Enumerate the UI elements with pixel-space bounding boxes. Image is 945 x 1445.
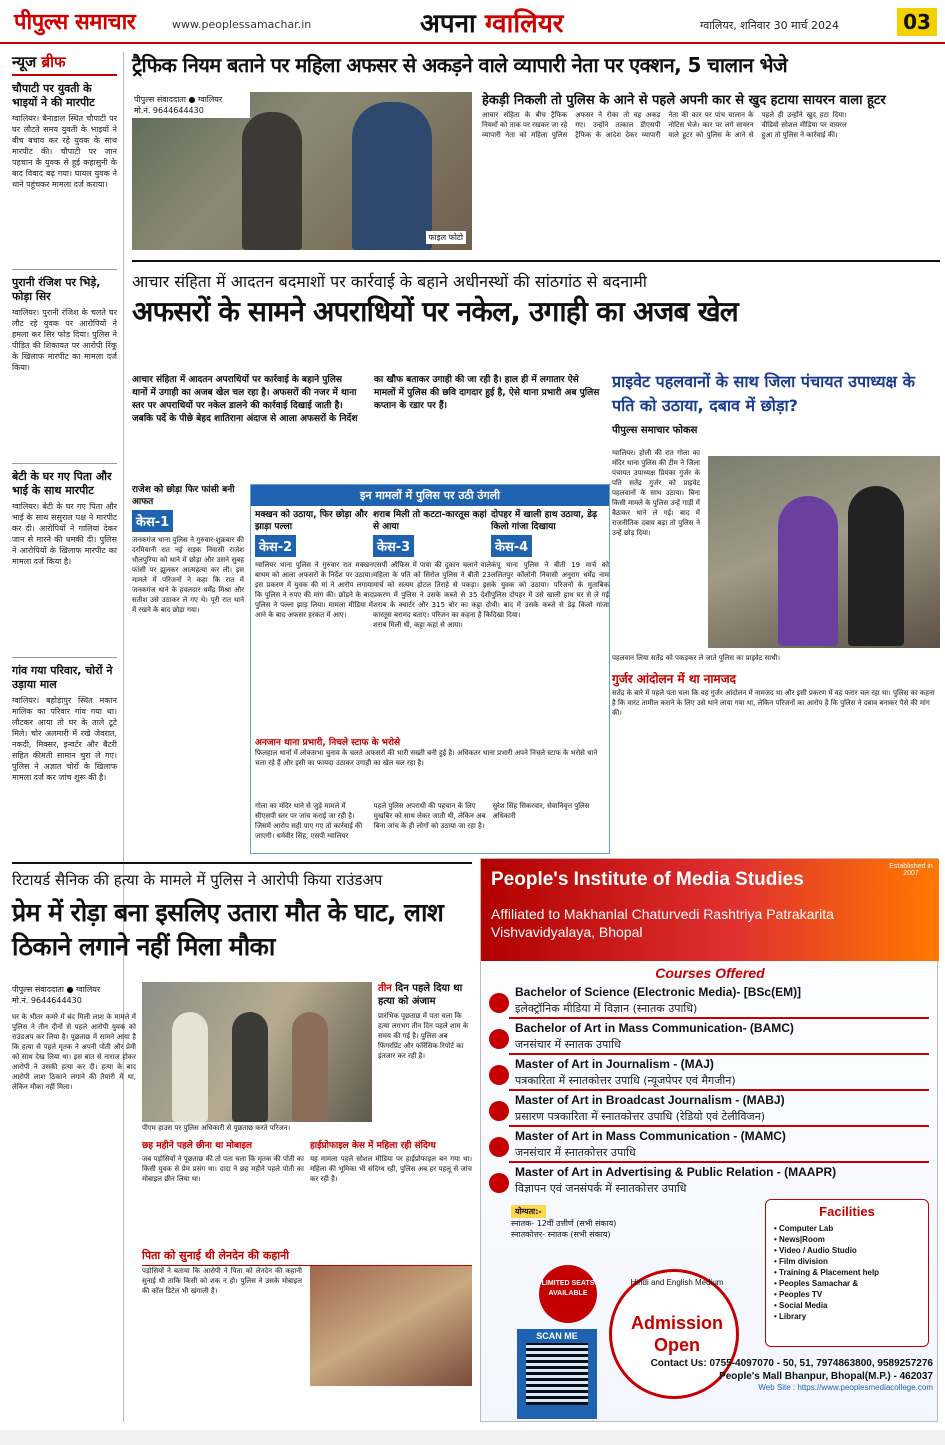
case-text: कंपू थाना पुलिस ने बीती 19 मार्च को ललितपुर कॉलोनी निवासी अनुराग धर्मेंद्र नाम के युवक को उठाया। परिजनों के मुताबिक पुलिस दोपहर में उसे खाली हाथ घर से ले गई थी। बाद में उसके कब्जे से डेढ़ किलो गांजा दिखा दिया। (491, 561, 609, 619)
course-name-en: Master of Art in Journalism - (MAJ) (515, 1057, 714, 1071)
course-name-hi: इलेक्ट्रॉनिक मीडिया में विज्ञान (स्नातक उपाधि) (515, 1002, 698, 1015)
bullet-icon (489, 1173, 509, 1193)
anjan-title: अनजान थाना प्रभारी, निचले स्टाफ के भरोसे (255, 738, 401, 748)
murder-kicker: रिटायर्ड सैनिक की हत्या के मामले में पुलिस ने आरोपी किया राउंडअप (12, 871, 383, 889)
course-item (489, 1057, 929, 1093)
eligibility (511, 1205, 791, 1240)
ad-title: People's Institute of Media Studies (491, 869, 804, 890)
murder-headline: प्रेम में रोड़ा बना इसलिए उतारा मौत के घाट, लाश ठिकाने लगाने नहीं मिला मौका (12, 898, 444, 961)
quote-retired: पहले पुलिस अपराधी की पहचान के लिए मुखबिर को साथ लेकर जाती थी, लेकिन अब बिना जांच के ही लोगों को उठाया जा रहा है। सुरेश सिंह सिकरवार, सेवानिवृत्त पुलिस अधिकारी (373, 802, 590, 830)
byline-mobile: मो.नं. 9644644430 (134, 106, 204, 115)
course-name-en: Bachelor of Art in Mass Communication- (BAMC) (515, 1021, 794, 1035)
course-name-hi: प्रसारण पत्रकारिता में स्नातकोत्तर उपाधि (रेडियो एवं टेलीविजन) (515, 1110, 766, 1123)
extortion-headline: अफसरों के सामने अपराधियों पर नकेल, उगाही का अजब खेल (132, 295, 738, 328)
anjan-text: फिलहाल थानों में लोकसभा चुनाव के चलते अफसरों की भारी सख्ती बनी हुई है। अधिकतर थाना प्रभारी अपने निचले स्टाफ के भरोसे थाने चला रहे हैं और इसी का फायदा उठाकर उगाही का खेल चल रहा है। (255, 749, 598, 767)
contact-address: People's Mall Bhanpur, Bhopal(M.P.) - 462037 (719, 1371, 933, 1382)
bullet-icon (489, 1029, 509, 1049)
bullet-icon (489, 1137, 509, 1157)
divider (12, 269, 117, 270)
pm-house-photo (142, 982, 372, 1122)
quote-sp: गोला का मंदिर थाने से जुड़े मामले में सीएसपी स्तर पर जांच कराई जा रही है। जिसमें आरोप सही पाए गए तो कार्रवाई की जाएगी। धर्मवीर सिंह, एसपी ग्वालियर (255, 802, 363, 840)
officer-figure (242, 112, 302, 250)
anjan-section (251, 735, 609, 796)
case-badge: केस-4 (491, 535, 532, 557)
contact-block (641, 1357, 933, 1392)
facility-item: • Peoples Samachar & (774, 1279, 859, 1288)
course-item (489, 985, 929, 1021)
divider (509, 1125, 929, 1127)
course-name-en: Master of Art in Broadcast Journalism - (MABJ) (515, 1093, 785, 1107)
medium-label: Hindi and English Medium (630, 1278, 724, 1287)
family-photo (310, 1266, 472, 1386)
mobile-snatch-body: जब पड़ोसियों ने पूछताछ की तो पता चला कि मृतक की पोती का किसी युवक से प्रेम प्रसंग था। दादा ने छह महीने पहले पोती का मोबाइल छीन लिया था। (142, 1155, 304, 1183)
case-title: दोपहर में खाली हाथ उठाया, डेढ़ किलो गांजा दिखाया (491, 510, 598, 532)
case-4 (491, 509, 609, 719)
wrestlers-headline: प्राइवेट पहलवानों के साथ जिला पंचायत उपाध्यक्ष के पति को उठाया, दबाव में छोड़ा? (612, 372, 915, 415)
person-figure (292, 1012, 328, 1122)
case-badge: केस-3 (373, 535, 414, 557)
divider (509, 1161, 929, 1163)
contact-phone[interactable]: Contact Us: 0755-4097070 - 50, 51, 7974863800, 9589257276 (650, 1358, 933, 1369)
site-url[interactable]: www.peoplessamachar.in (172, 18, 312, 31)
admission-label: Admission Open (630, 1313, 723, 1355)
fokus-label: पीपुल्स समाचार फोकस (612, 425, 698, 436)
quotes (251, 801, 609, 853)
brief-title: बेटी के घर गए पिता और भाई के साथ मारपीट (12, 470, 112, 497)
highprofile-box (310, 1140, 472, 1244)
facilities-heading: Facilities (819, 1204, 875, 1219)
masthead (0, 0, 945, 44)
murder-body: घर के भीतर कमरे में बंद मिली लाश के मामले में पुलिस ने तीन दीनों से पहले आरोपी युवक को राउंडअप कर लिया है। पूछताछ में सामने आया है कि हत्या से पहले मृतक ने अपनी पोती और प्रेमी को साथ देख लिया था। इस बात से नाराज होकर आरोपी ने उसकी हत्या कर दी। हत्या के बाद आरोपी लाश ठिकाने लगाने की तैयारी में था, लेकिन मौका नहीं मिला। (12, 1013, 136, 1091)
traffic-headline: ट्रैफिक नियम बताने पर महिला अफसर से अकड़ने वाले व्यापारी नेता पर एक्शन, 5 चालान भेजे (132, 53, 788, 77)
case-text: एसपी ऑफिस में पाया की दुकान चलाने वाले महिला के पति को सिरोल पुलिस ने बीती 23 मार्च को सत्यम होटल तिराहे से पकड़ा। इस प्रकरण में पुलिस ने उसके कब्जे से 35 देशी शराब के क्वार्टर और 315 बोर का कट्टा दो कारतूस बरामद बताए। परिजन का कहना है कि शराब मिली थी, कट्टा कहां से आया। (373, 561, 491, 629)
case-2 (255, 509, 373, 719)
person-figure (778, 496, 838, 646)
divider (509, 1089, 929, 1091)
extortion-intro: आचार संहिता में आदतन अपराधियों पर कार्रवाई के बहाने पुलिस थानों में उगाही का अजब खेल चल रहा है। अफसरों की नजर में थाना स्तर पर अपराधियों पर नकेल डालने की कार्रवाई दिखाई जाती है। जबकि पर्दे के पीछे बेहद शातिराना अंदाज से आला अफसरों के निर्देश का खौफ बताकर उगाही की जा रही है। हाल ही में लगातार ऐसे मामलों में पुलिस की छवि दागदार हुई है, ऐसे थाना प्रभारी अब पुलिस कप्तान के रडार पर हैं। (132, 375, 600, 424)
qr-code-icon[interactable] (526, 1343, 588, 1405)
brief-title: गांव गया परिवार, चोरों ने उड़ाया माल (12, 664, 113, 691)
traffic-story (132, 52, 940, 252)
eligibility-ug: स्नातक- 12वीं उत्तीर्ण (सभी संकाय) (511, 1219, 617, 1228)
gurjar-heading: गुर्जर आंदोलन में था नामजद (612, 672, 736, 686)
three-days-box (378, 982, 472, 1151)
case-3 (373, 509, 491, 719)
wrestlers-photo (708, 456, 940, 648)
facility-item: • Social Media (774, 1301, 828, 1310)
section-city: ग्वालियर (484, 9, 564, 39)
case-title: मक्खन को उठाया, फिर छोड़ा और झाड़ा पल्ला (255, 510, 368, 532)
byline-mobile: मो.नं. 9644644430 (12, 996, 82, 1005)
wrestlers-caption: पहलवान लिया सतेंद्र को पकड़कर ले जाते पुलिस का प्राइवेट साथी। (612, 654, 781, 662)
byline (132, 92, 250, 118)
brief-body: ग्वालियर। पुरानी रंजिश के चलते घर लौट रहे युवक पर आरोपियों ने हमला कर सिर फोड़ दिया। पुलिस ने पीड़ित की शिकायत पर आरोपी रिंकू के खिलाफ मारपीट का मामला दर्ज किया। (12, 308, 117, 372)
pm-house-caption: पीएम हाउस पर पुलिस अधिकारी से पूछताछ करते परिजन। (142, 1124, 291, 1132)
traffic-subhead: हेकड़ी निकली तो पुलिस के आने से पहले अपनी कार से खुद हटाया सायरन वाला हूटर (482, 93, 886, 108)
ad-affiliation: Affiliated to Makhanlal Chaturvedi Rashtriya Patrakarita Vishvavidyalaya, Bhopal (491, 906, 834, 940)
case-badge: केस-2 (255, 535, 296, 557)
divider (509, 1053, 929, 1055)
facility-item: • News|Room (774, 1235, 825, 1244)
bullet-icon (489, 1065, 509, 1085)
course-name-hi: पत्रकारिता में स्नातकोत्तर उपाधि (न्यूजपेपर एवं मैगजीन) (515, 1074, 736, 1087)
facility-item: • Training & Placement help (774, 1268, 880, 1277)
facility-item: • Computer Lab (774, 1224, 834, 1233)
extortion-story (132, 260, 940, 860)
facility-item: • Film division (774, 1257, 828, 1266)
news-brief-label-a: न्यूज (12, 53, 37, 71)
ad-established: Established in 2007 (889, 863, 933, 877)
course-name-en: Master of Art in Mass Communication - (MAMC) (515, 1129, 786, 1143)
course-item (489, 1093, 929, 1129)
brief-title: पुरानी रंजिश पर भिड़े, फोड़ा सिर (12, 276, 101, 303)
facilities-list (766, 1223, 928, 1322)
three-days-heading (378, 982, 472, 1008)
course-name-hi: जनसंचार में स्नातकोत्तर उपाधि (515, 1146, 636, 1159)
mobile-snatch-box (142, 1140, 304, 1244)
facilities-box (765, 1199, 929, 1347)
traffic-body: आचार संहिता के बीच ट्रैफिक नियमों को ताक पर रखकर जा रहे व्यापारी नेता को महिला पुलिस अफसर ने रोका तो वह अकड़ गए। उन्होंने तत्काल डीएसपी ट्रैफिक के आदेश देकर व्यापारी नेता की कार पर पांच चालान के नोटिस भेजे। कार पर लगे सायरन वाले हूटर को पुलिस के आने से पहले ही उन्होंने खुद हटा दिया। वीडियो सोशल मीडिया पर वायरल हुआ तो पुलिस ने कार्रवाई की। (482, 111, 847, 139)
brief-title: चौपाटी पर युवती के भाइयों ने की मारपीट (12, 82, 95, 109)
brief-body: ग्वालियर। बैनाडाल स्थित चौपाटी पर घर लौटते समय युवती के भाइयों ने बीच बचाव कर रहे युवक के साथ मारपीट की। चौपाटी पर जान पहचान के युवक से हुई कहासुनी के बाद विवाद बढ़ गया। घायल युवक ने थाने पहुंचकर मामला दर्ज कराया। (12, 114, 117, 189)
bullet-icon (489, 993, 509, 1013)
course-name-en: Bachelor of Science (Electronic Media)- [BSc(EM)] (515, 985, 802, 999)
case-title: राजेश को छोड़ा फिर फांसी बनी आफत (132, 485, 235, 507)
person-figure (232, 1012, 268, 1122)
cases-box-title: इन मामलों में पुलिस पर उठी उंगली (251, 485, 609, 506)
mobile-snatch-heading: छह महीने पहले छीना था मोबाइल (142, 1141, 252, 1151)
course-name-hi: विज्ञापन एवं जनसंपर्क में स्नातकोत्तर उपाधि (515, 1182, 687, 1195)
issue-date: ग्वालियर, शनिवार 30 मार्च 2024 (700, 19, 840, 32)
father-story-box (142, 1248, 472, 1295)
divider (12, 463, 117, 464)
three-days-label-a: तीन (378, 983, 392, 994)
scan-box[interactable] (517, 1329, 597, 1419)
ad-banner (481, 859, 939, 961)
byline-name: पीपुल्स संवाददाता ● ग्वालियर (12, 985, 101, 994)
photo-tag: फाइल फोटो (426, 231, 466, 244)
trader-figure (352, 102, 432, 250)
course-name-hi: जनसंचार में स्नातक उपाधि (515, 1038, 621, 1051)
news-brief-heading (12, 52, 117, 76)
cases-box (250, 484, 610, 854)
course-item (489, 1129, 929, 1165)
page-footer-strip (0, 1430, 945, 1445)
brief-body: ग्वालियर। बहोड़ापुर स्थित मकान मालिक का परिवार गांव गया था। लौटकर आया तो घर के ताले टूटे मिले। चोर अलमारी में रखे जेवरात, नकदी, मिक्सर, इन्वर्टर और बैटरी सहित कीमती सामान चुरा ले गए। पुलिस ने अज्ञात चोरों के खिलाफ मामला दर्ज कर जांच शुरू की है। (12, 696, 117, 782)
contact-website[interactable]: Web Site : https://www.peoplesmediacollege.com (758, 1383, 933, 1392)
highprofile-body: यह मामला पहले सोशल मीडिया पर हाईप्रोफाइल बन गया था। महिला की भूमिका भी संदिग्ध रही, पुलिस अब हर पहलू से जांच कर रही है। (310, 1155, 472, 1183)
scan-label: SCAN ME (536, 1331, 578, 1341)
three-days-label-b: दिन पहले दिया था हत्या को अंजाम (378, 983, 463, 1007)
gurjar-body: सतेंद्र के बारे में पहले पता चला कि वह गुर्जर आंदोलन में नामजद था और इसी प्रकरण में वह फरार चल रहा था। पुलिस का कहना है कि वारंट तामील कराने के लिए उसे थाने लाया गया था, लेकिन परिजनों का आरोप है कि पुलिस ने दबाव बनाकर पैसे की मांग की। (612, 689, 935, 717)
course-name-en: Master of Art in Advertising & Public Relation - (MAAPR) (515, 1165, 837, 1179)
page-number: 03 (897, 8, 937, 36)
case-text: ग्वालियर थाना पुलिस ने गुरुवार रात मक्खन बाथम को आला अफसरों के निर्देश पर उठाया। इस प्रकरण में युवक की मां ने आरोप लगाया कि पुलिस ने रुपए की मांग की। छोड़ने के बाद पुलिस ने पल्ला झाड़ लिया। मामला मीडिया में आने के बाद अफसर हरकत में आए। (255, 561, 373, 619)
father-story-body: पड़ोसियों ने बताया कि आरोपी ने पिता को लेनदेन की कहानी सुनाई थी ताकि किसी को शक न हो। पुलिस ने उसके मोबाइल की कॉल डिटेल भी खंगाली है। (142, 1267, 302, 1295)
murder-story (12, 862, 472, 1422)
courses-heading: Courses Offered (655, 965, 765, 981)
facility-item: • Peoples TV (774, 1290, 823, 1299)
news-brief-label-b: ब्रीफ (41, 53, 66, 71)
byline (12, 984, 142, 1006)
media-institute-ad[interactable] (480, 858, 938, 1422)
case-text: जनकगंज थाना पुलिस ने गुरुवार-शुक्रवार की दरमियानी रात नई सड़क निवासी राजेश धौलपुरिया को थाने में छोड़ा और उसने सुबह फांसी पर झूलकर आत्महत्या कर ली। इस मामले में परिजनों ने कहा कि रात में जनकगंज थाने के हवलदार धर्मेंद्र मिश्रा और सतीश उसे उठाकर ले गए थे। पूरी रात थाने में रखने के बाद छोड़ा गया। (132, 536, 244, 614)
bullet-icon (489, 1101, 509, 1121)
person-figure (848, 486, 904, 646)
case-title: शराब मिली तो कटटा-कारतूस कहां से आया (373, 510, 487, 532)
eligibility-pg: स्नातकोत्तर- स्नातक (सभी संकाय) (511, 1230, 611, 1239)
section-title (420, 4, 563, 40)
divider (12, 657, 117, 658)
wrestlers-story (612, 370, 940, 717)
person-figure (172, 1012, 208, 1122)
facility-item: • Library (774, 1312, 807, 1321)
course-item (489, 1165, 929, 1201)
highprofile-heading: हाईप्रोफाइल केस में महिला रही संदिग्ध (310, 1141, 436, 1151)
eligibility-label: योग्यता:- (511, 1205, 546, 1218)
case-1 (132, 484, 244, 854)
course-item (489, 1021, 929, 1057)
facility-item: • Video / Audio Studio (774, 1246, 857, 1255)
extortion-kicker: आचार संहिता में आदतन बदमाशों पर कार्रवाई के बहाने अधीनस्थों की सांठगांठ से बदनामी (132, 272, 647, 291)
byline-name: पीपुल्स संवाददाता ● ग्वालियर (134, 95, 223, 104)
wrestlers-body: ग्वालियर। होली की रात गोला का मंदिर थाना पुलिस की टीम ने जिला पंचायत उपाध्यक्ष प्रियंका गुर्जर के पति सतेंद्र गुर्जर को प्राइवेट पहलवानों के साथ उठाया। बिना किसी मामले के पुलिस उन्हें गाड़ी में बैठाकर थाने ले गई। बाद में राजनीतिक दबाव बढ़ा तो पुलिस ने उन्हें छोड़ दिया। (612, 449, 700, 537)
brief-body: ग्वालियर। बेटी के घर गए पिता और भाई के साथ ससुराल पक्ष ने मारपीट कर दी। आरोपियों ने गालियां देकर जान से मारने की धमकी दी। पुलिस ने आरोपियों के खिलाफ मारपीट का मामला दर्ज किया है। (12, 502, 117, 566)
case-badge: केस-1 (132, 510, 173, 532)
father-story-heading: पिता को सुनाई थी लेनदेन की कहानी (142, 1248, 472, 1266)
brand-logo: पीपुल्स समाचार (14, 10, 136, 35)
limited-seats-badge: LIMITED SEATS AVAILABLE (539, 1265, 597, 1323)
section-prefix: अपना (420, 9, 476, 39)
three-days-body: प्रारंभिक पूछताछ में पता चला कि हत्या लगभग तीन दिन पहले शाम के समय की गई है। पुलिस अब फिंगरप्रिंट और फॉरेंसिक रिपोर्ट का इंतजार कर रही है। (378, 1012, 469, 1060)
divider (509, 1017, 929, 1019)
